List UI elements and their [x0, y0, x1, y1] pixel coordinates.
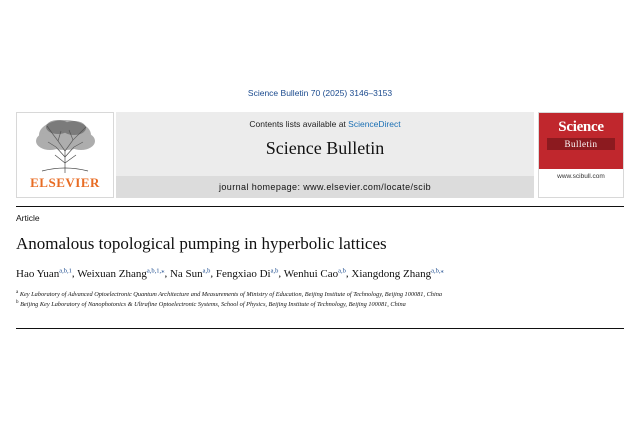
- corresponding-mark: ⁎: [440, 267, 444, 274]
- sciencedirect-link[interactable]: ScienceDirect: [348, 119, 401, 129]
- author-name: Xiangdong Zhang: [351, 267, 432, 280]
- author-marks: a,b: [270, 267, 279, 274]
- journal-homepage-band: [116, 176, 534, 198]
- author-entry[interactable]: [351, 268, 443, 280]
- author-name: Na Sun: [169, 267, 203, 280]
- corresponding-mark: ⁎: [161, 267, 165, 274]
- affiliation-b: [16, 300, 616, 308]
- author-entry[interactable]: [77, 268, 164, 280]
- author-name: Weixuan Zhang: [77, 267, 147, 280]
- author-marks: a,b: [338, 267, 346, 274]
- contents-available-line: [116, 119, 534, 129]
- author-sep: ,: [71, 267, 78, 280]
- page-title: Anomalous topological pumping in hyperbolic lattices: [16, 234, 387, 253]
- journal-header-box: [116, 112, 534, 198]
- author-sep: ,: [210, 267, 216, 280]
- affiliation-label: a: [16, 290, 19, 295]
- journal-cover-thumbnail: [538, 112, 624, 198]
- contents-prefix: Contents lists available at: [249, 119, 349, 129]
- cover-title-line2: Bulletin: [547, 138, 615, 150]
- author-entry[interactable]: [216, 268, 278, 280]
- article-type-label: Article: [16, 213, 40, 223]
- journal-reference-line: Science Bulletin 70 (2025) 3146–3153: [247, 88, 393, 98]
- author-marks: a,b,1: [59, 267, 72, 274]
- journal-title: Science Bulletin: [265, 138, 385, 158]
- header-divider-bottom: [16, 328, 624, 329]
- affiliation-text: Key Laboratory of Advanced Optoelectronic Quantum Architecture and Measurements of Ministry of Education, Beijing Institute of Technology, Beijing 100081, China: [19, 291, 442, 299]
- author-name: Wenhui Cao: [283, 267, 339, 280]
- author-entry[interactable]: [170, 268, 210, 280]
- author-entry[interactable]: [16, 268, 72, 280]
- header-divider-top: [16, 206, 624, 207]
- journal-homepage-url[interactable]: journal homepage: www.elsevier.com/locate/scib: [219, 182, 431, 192]
- author-sep: ,: [164, 267, 170, 280]
- affiliation-a: [16, 290, 616, 298]
- affiliation-text: Beijing Key Laboratory of Nanophotonics & Ultrafine Optoelectronic Systems, School of Physics, Beijing Institute of Technology, Beijing 100081, China: [20, 301, 406, 309]
- affiliation-label: b: [16, 300, 19, 305]
- author-marks: a,b,: [431, 267, 441, 274]
- author-list: [16, 266, 616, 280]
- journal-masthead: [16, 112, 624, 198]
- elsevier-logo: [16, 112, 114, 198]
- elsevier-wordmark: ELSEVIER: [30, 175, 100, 190]
- author-marks: a,b,1,: [146, 267, 162, 274]
- author-sep: ,: [345, 267, 352, 280]
- author-entry[interactable]: [284, 268, 346, 280]
- author-marks: a,b: [202, 267, 211, 274]
- author-sep: ,: [278, 267, 284, 280]
- author-name: Fengxiao Di: [215, 267, 271, 280]
- cover-title-line1: Science: [558, 119, 604, 135]
- elsevier-tree-icon: [28, 117, 102, 175]
- cover-url: www.scibull.com: [557, 173, 605, 180]
- author-name: Hao Yuan: [16, 267, 60, 280]
